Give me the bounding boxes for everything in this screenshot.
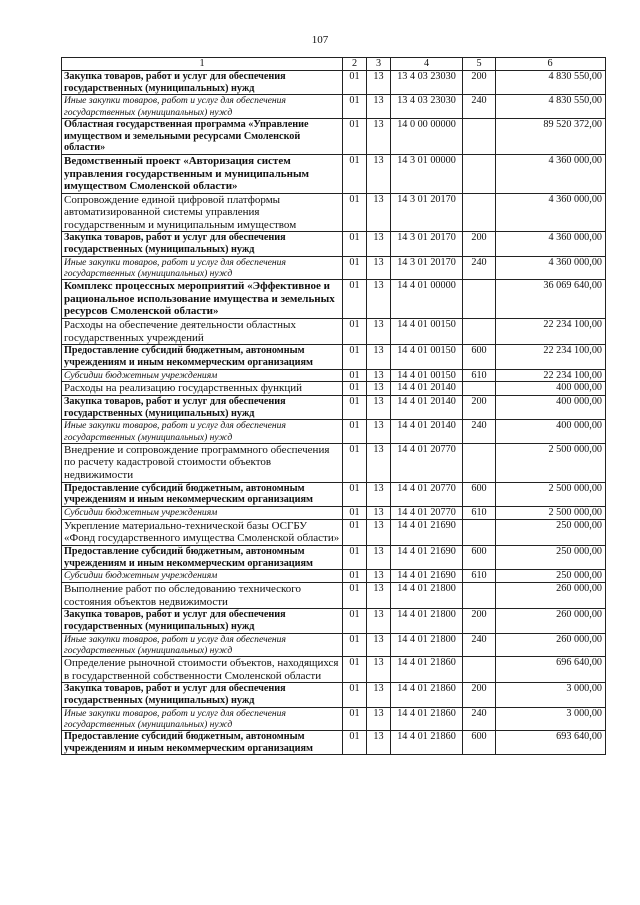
row-target-code: 14 0 00 00000 <box>391 118 463 154</box>
row-target-code: 14 4 01 21860 <box>391 730 463 754</box>
row-expense-type <box>463 582 496 608</box>
row-title: Закупка товаров, работ и услуг для обеспечения государственных (муниципальных) нужд <box>62 232 343 256</box>
row-subsection: 13 <box>367 71 391 95</box>
budget-table <box>61 57 606 755</box>
row-title: Определение рыночной стоимости объектов, находящихся в государственной собственности Смоленской области <box>62 656 343 682</box>
table-row <box>62 369 606 382</box>
row-subsection: 13 <box>367 395 391 419</box>
row-amount: 260 000,00 <box>496 633 606 656</box>
row-target-code: 14 4 01 00000 <box>391 280 463 319</box>
row-target-code: 14 4 01 21690 <box>391 545 463 569</box>
row-expense-type: 200 <box>463 683 496 707</box>
row-subsection: 13 <box>367 683 391 707</box>
row-section: 01 <box>343 683 367 707</box>
row-section: 01 <box>343 345 367 369</box>
row-amount: 4 360 000,00 <box>496 256 606 279</box>
table-row <box>62 420 606 443</box>
header-row <box>62 58 606 71</box>
row-section: 01 <box>343 545 367 569</box>
row-section: 01 <box>343 256 367 279</box>
table-row <box>62 118 606 154</box>
row-amount: 2 500 000,00 <box>496 482 606 506</box>
row-section: 01 <box>343 443 367 482</box>
row-section: 01 <box>343 420 367 443</box>
row-title: Закупка товаров, работ и услуг для обеспечения государственных (муниципальных) нужд <box>62 609 343 633</box>
row-subsection: 13 <box>367 420 391 443</box>
row-target-code: 14 3 01 20170 <box>391 256 463 279</box>
table-row <box>62 232 606 256</box>
row-subsection: 13 <box>367 319 391 345</box>
row-section: 01 <box>343 582 367 608</box>
row-subsection: 13 <box>367 545 391 569</box>
row-title: Областная государственная программа «Управление имуществом и земельными ресурсами Смоленской области» <box>62 118 343 154</box>
row-target-code: 14 4 01 00150 <box>391 319 463 345</box>
row-target-code: 13 4 03 23030 <box>391 95 463 118</box>
row-section: 01 <box>343 395 367 419</box>
row-title: Закупка товаров, работ и услуг для обеспечения государственных (муниципальных) нужд <box>62 71 343 95</box>
row-subsection: 13 <box>367 95 391 118</box>
table-row <box>62 95 606 118</box>
column-header-subsection: 3 <box>367 58 391 71</box>
row-target-code: 13 4 03 23030 <box>391 71 463 95</box>
row-section: 01 <box>343 519 367 545</box>
row-title: Субсидии бюджетным учреждениям <box>62 369 343 382</box>
row-title: Субсидии бюджетным учреждениям <box>62 570 343 583</box>
table-row <box>62 633 606 656</box>
row-amount: 260 000,00 <box>496 609 606 633</box>
row-title: Иные закупки товаров, работ и услуг для обеспечения государственных (муниципальных) нужд <box>62 707 343 730</box>
row-subsection: 13 <box>367 382 391 396</box>
row-title: Иные закупки товаров, работ и услуг для обеспечения государственных (муниципальных) нужд <box>62 256 343 279</box>
row-expense-type: 240 <box>463 633 496 656</box>
row-target-code: 14 4 01 20770 <box>391 443 463 482</box>
row-expense-type: 600 <box>463 545 496 569</box>
row-target-code: 14 4 01 21800 <box>391 633 463 656</box>
row-subsection: 13 <box>367 707 391 730</box>
row-amount: 696 640,00 <box>496 656 606 682</box>
row-subsection: 13 <box>367 118 391 154</box>
row-section: 01 <box>343 633 367 656</box>
table-row <box>62 683 606 707</box>
row-expense-type: 200 <box>463 71 496 95</box>
row-title: Закупка товаров, работ и услуг для обеспечения государственных (муниципальных) нужд <box>62 395 343 419</box>
row-target-code: 14 4 01 20140 <box>391 382 463 396</box>
row-amount: 3 000,00 <box>496 707 606 730</box>
table-row <box>62 545 606 569</box>
row-title: Предоставление субсидий бюджетным, автономным учреждениям и иным некоммерческим организациям <box>62 730 343 754</box>
row-amount: 400 000,00 <box>496 382 606 396</box>
table-row <box>62 656 606 682</box>
table-row <box>62 154 606 193</box>
row-subsection: 13 <box>367 193 391 232</box>
table-row <box>62 382 606 396</box>
row-amount: 36 069 640,00 <box>496 280 606 319</box>
row-expense-type <box>463 193 496 232</box>
row-expense-type: 200 <box>463 609 496 633</box>
row-title: Внедрение и сопровождение программного обеспечения по расчету кадастровой стоимости объектов недвижимости <box>62 443 343 482</box>
table-body <box>62 71 606 755</box>
row-expense-type: 240 <box>463 256 496 279</box>
row-section: 01 <box>343 382 367 396</box>
table-row <box>62 519 606 545</box>
row-title: Предоставление субсидий бюджетным, автономным учреждениям и иным некоммерческим организациям <box>62 345 343 369</box>
table-row <box>62 707 606 730</box>
row-expense-type: 600 <box>463 482 496 506</box>
row-subsection: 13 <box>367 482 391 506</box>
row-section: 01 <box>343 369 367 382</box>
page-number: 107 <box>311 34 329 46</box>
table-row <box>62 71 606 95</box>
row-subsection: 13 <box>367 519 391 545</box>
row-amount: 4 360 000,00 <box>496 154 606 193</box>
row-subsection: 13 <box>367 256 391 279</box>
row-section: 01 <box>343 280 367 319</box>
row-target-code: 14 4 01 20770 <box>391 482 463 506</box>
row-subsection: 13 <box>367 506 391 519</box>
column-header-section: 2 <box>343 58 367 71</box>
row-target-code: 14 4 01 20770 <box>391 506 463 519</box>
column-header-amount: 6 <box>496 58 606 71</box>
row-expense-type: 200 <box>463 232 496 256</box>
row-subsection: 13 <box>367 369 391 382</box>
table-row <box>62 193 606 232</box>
row-subsection: 13 <box>367 280 391 319</box>
row-target-code: 14 4 01 21860 <box>391 656 463 682</box>
row-expense-type: 240 <box>463 95 496 118</box>
row-expense-type: 610 <box>463 369 496 382</box>
row-section: 01 <box>343 707 367 730</box>
row-expense-type <box>463 154 496 193</box>
row-expense-type <box>463 443 496 482</box>
row-section: 01 <box>343 609 367 633</box>
row-section: 01 <box>343 193 367 232</box>
row-expense-type: 240 <box>463 707 496 730</box>
table-row <box>62 609 606 633</box>
table-row <box>62 570 606 583</box>
row-amount: 400 000,00 <box>496 420 606 443</box>
column-header-name: 1 <box>62 58 343 71</box>
row-section: 01 <box>343 730 367 754</box>
row-section: 01 <box>343 95 367 118</box>
row-amount: 2 500 000,00 <box>496 506 606 519</box>
row-amount: 22 234 100,00 <box>496 369 606 382</box>
row-section: 01 <box>343 506 367 519</box>
row-subsection: 13 <box>367 154 391 193</box>
column-header-target-code: 4 <box>391 58 463 71</box>
row-amount: 4 830 550,00 <box>496 71 606 95</box>
row-amount: 693 640,00 <box>496 730 606 754</box>
row-amount: 250 000,00 <box>496 545 606 569</box>
row-section: 01 <box>343 319 367 345</box>
row-amount: 260 000,00 <box>496 582 606 608</box>
row-expense-type <box>463 519 496 545</box>
row-expense-type <box>463 319 496 345</box>
row-title: Иные закупки товаров, работ и услуг для обеспечения государственных (муниципальных) нужд <box>62 633 343 656</box>
row-expense-type <box>463 382 496 396</box>
row-target-code: 14 4 01 20140 <box>391 395 463 419</box>
row-section: 01 <box>343 118 367 154</box>
row-amount: 4 360 000,00 <box>496 193 606 232</box>
row-expense-type <box>463 656 496 682</box>
row-title: Выполнение работ по обследованию технического состояния объектов недвижимости <box>62 582 343 608</box>
table-row <box>62 730 606 754</box>
row-title: Закупка товаров, работ и услуг для обеспечения государственных (муниципальных) нужд <box>62 683 343 707</box>
row-target-code: 14 4 01 21800 <box>391 609 463 633</box>
row-section: 01 <box>343 656 367 682</box>
row-expense-type: 610 <box>463 506 496 519</box>
row-amount: 22 234 100,00 <box>496 345 606 369</box>
row-title: Расходы на обеспечение деятельности областных государственных учреждений <box>62 319 343 345</box>
row-title: Иные закупки товаров, работ и услуг для обеспечения государственных (муниципальных) нужд <box>62 95 343 118</box>
row-title: Укрепление материально-технической базы ОСГБУ «Фонд государственного имущества Смоленской области» <box>62 519 343 545</box>
column-header-expense-type: 5 <box>463 58 496 71</box>
row-target-code: 14 3 01 00000 <box>391 154 463 193</box>
row-section: 01 <box>343 482 367 506</box>
row-subsection: 13 <box>367 609 391 633</box>
row-section: 01 <box>343 232 367 256</box>
row-subsection: 13 <box>367 570 391 583</box>
table-row <box>62 482 606 506</box>
row-expense-type: 610 <box>463 570 496 583</box>
row-target-code: 14 4 01 21690 <box>391 519 463 545</box>
table-row <box>62 395 606 419</box>
table-row <box>62 256 606 279</box>
row-amount: 4 360 000,00 <box>496 232 606 256</box>
row-target-code: 14 4 01 00150 <box>391 345 463 369</box>
row-expense-type: 600 <box>463 345 496 369</box>
row-amount: 22 234 100,00 <box>496 319 606 345</box>
row-expense-type <box>463 118 496 154</box>
row-subsection: 13 <box>367 232 391 256</box>
row-expense-type: 600 <box>463 730 496 754</box>
row-target-code: 14 4 01 21800 <box>391 582 463 608</box>
row-amount: 4 830 550,00 <box>496 95 606 118</box>
row-amount: 3 000,00 <box>496 683 606 707</box>
row-section: 01 <box>343 71 367 95</box>
table-row <box>62 345 606 369</box>
row-target-code: 14 4 01 20140 <box>391 420 463 443</box>
row-section: 01 <box>343 570 367 583</box>
row-title: Расходы на реализацию государственных функций <box>62 382 343 396</box>
table-row <box>62 506 606 519</box>
row-amount: 2 500 000,00 <box>496 443 606 482</box>
row-title: Иные закупки товаров, работ и услуг для обеспечения государственных (муниципальных) нужд <box>62 420 343 443</box>
row-subsection: 13 <box>367 656 391 682</box>
row-subsection: 13 <box>367 633 391 656</box>
row-expense-type: 200 <box>463 395 496 419</box>
row-subsection: 13 <box>367 582 391 608</box>
row-title: Предоставление субсидий бюджетным, автономным учреждениям и иным некоммерческим организациям <box>62 545 343 569</box>
row-target-code: 14 4 01 21860 <box>391 707 463 730</box>
row-title: Комплекс процессных мероприятий «Эффективное и рациональное использование имущества и земельных ресурсов Смоленской области» <box>62 280 343 319</box>
table-row <box>62 319 606 345</box>
row-subsection: 13 <box>367 345 391 369</box>
row-amount: 400 000,00 <box>496 395 606 419</box>
row-target-code: 14 4 01 21690 <box>391 570 463 583</box>
row-expense-type: 240 <box>463 420 496 443</box>
row-target-code: 14 3 01 20170 <box>391 232 463 256</box>
table-row <box>62 582 606 608</box>
table-row <box>62 280 606 319</box>
row-expense-type <box>463 280 496 319</box>
row-title: Предоставление субсидий бюджетным, автономным учреждениям и иным некоммерческим организациям <box>62 482 343 506</box>
table-row <box>62 443 606 482</box>
row-title: Ведомственный проект «Авторизация систем управления государственным и муниципальным имуществом Смоленской области» <box>62 154 343 193</box>
row-subsection: 13 <box>367 730 391 754</box>
row-section: 01 <box>343 154 367 193</box>
row-amount: 250 000,00 <box>496 570 606 583</box>
row-amount: 250 000,00 <box>496 519 606 545</box>
row-title: Сопровождение единой цифровой платформы автоматизированной системы управления государственным и муниципальным имуществом <box>62 193 343 232</box>
row-target-code: 14 4 01 00150 <box>391 369 463 382</box>
row-subsection: 13 <box>367 443 391 482</box>
row-amount: 89 520 372,00 <box>496 118 606 154</box>
row-target-code: 14 3 01 20170 <box>391 193 463 232</box>
row-target-code: 14 4 01 21860 <box>391 683 463 707</box>
row-title: Субсидии бюджетным учреждениям <box>62 506 343 519</box>
